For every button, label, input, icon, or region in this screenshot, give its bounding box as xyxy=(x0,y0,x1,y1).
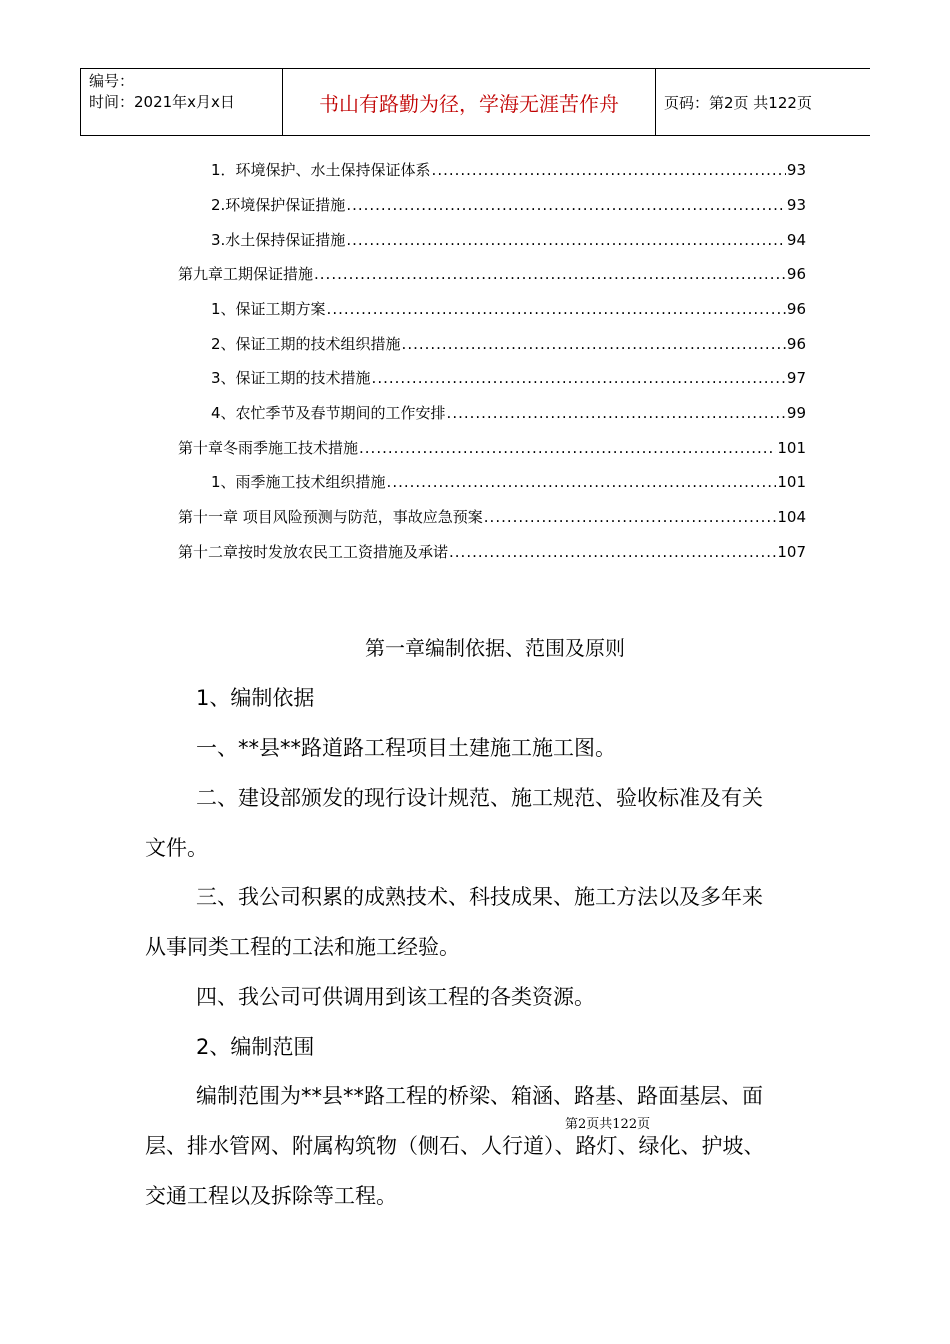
toc-entry-page: 104 xyxy=(777,508,806,526)
toc-entry-page: 93 xyxy=(786,196,806,214)
toc-entry[interactable] xyxy=(211,401,806,425)
toc-entry-label: 2.环境保护保证措施 xyxy=(211,196,346,214)
page-header xyxy=(80,68,870,136)
toc-leader xyxy=(402,332,786,356)
toc-entry-label: 第十一章 项目风险预测与防范，事故应急预案 xyxy=(178,508,483,526)
toc-entry[interactable] xyxy=(211,193,806,217)
toc-entry-label: 2、保证工期的技术组织措施 xyxy=(211,335,401,353)
toc-leader xyxy=(447,401,786,425)
toc-leader xyxy=(432,158,786,182)
toc-entry-page: 96 xyxy=(786,335,806,353)
toc-entry-label: 3、保证工期的技术措施 xyxy=(211,369,371,387)
toc-entry[interactable] xyxy=(211,332,806,356)
toc-entry-page: 93 xyxy=(786,161,806,179)
paragraph: 四、我公司可供调用到该工程的各类资源。 xyxy=(196,985,595,1009)
toc-leader xyxy=(484,505,777,529)
toc-entry-label: 第九章工期保证措施 xyxy=(178,265,314,283)
toc-entry-page: 101 xyxy=(777,473,806,491)
page-footer: 第2页共122页 xyxy=(565,1117,651,1132)
toc-entry-page: 97 xyxy=(786,369,806,387)
toc-entry-label: 第十章冬雨季施工技术措施 xyxy=(178,439,359,457)
toc-leader xyxy=(449,540,776,564)
paragraph: 交通工程以及拆除等工程。 xyxy=(145,1184,397,1208)
toc-entry-page: 96 xyxy=(786,265,806,283)
paragraph: 层、排水管网、附属构筑物（侧石、人行道）、路灯、绿化、护坡、 xyxy=(145,1134,765,1158)
serial-label: 编号： xyxy=(89,72,135,90)
toc-entry-label: 3.水土保持保证措施 xyxy=(211,231,346,249)
toc-entry[interactable] xyxy=(178,540,806,564)
toc-entry[interactable] xyxy=(211,297,806,321)
time-label: 时间：2021年x月x日 xyxy=(89,93,235,111)
header-divider xyxy=(655,69,656,135)
toc-entry-page: 99 xyxy=(786,404,806,422)
toc-leader xyxy=(314,262,786,286)
paragraph: 从事同类工程的工法和施工经验。 xyxy=(145,935,460,959)
toc-entry[interactable] xyxy=(178,436,806,460)
toc-leader xyxy=(359,436,776,460)
toc-entry-page: 101 xyxy=(777,439,806,457)
toc-entry-label: 1．环境保护、水土保持保证体系 xyxy=(211,161,431,179)
paragraph: 二、建设部颁发的现行设计规范、施工规范、验收标准及有关 xyxy=(196,786,763,810)
paragraph: 三、我公司积累的成熟技术、科技成果、施工方法以及多年来 xyxy=(196,885,763,909)
paragraph: 文件。 xyxy=(145,836,208,860)
toc-entry-page: 96 xyxy=(786,300,806,318)
toc-entry[interactable] xyxy=(211,366,806,390)
header-meta xyxy=(89,71,235,113)
chapter-title: 第一章编制依据、范围及原则 xyxy=(365,636,625,660)
toc-entry[interactable] xyxy=(211,228,806,252)
toc-entry-page: 107 xyxy=(777,543,806,561)
toc-leader xyxy=(327,297,786,321)
toc-leader xyxy=(387,470,777,494)
toc-leader xyxy=(346,193,786,217)
paragraph: 编制范围为**县**路工程的桥梁、箱涵、路基、路面基层、面 xyxy=(196,1084,763,1108)
paragraph: 一、**县**路道路工程项目土建施工施工图。 xyxy=(196,736,616,760)
toc-entry-page: 94 xyxy=(786,231,806,249)
toc-leader xyxy=(346,228,786,252)
header-page-info: 页码：第2页 共122页 xyxy=(664,93,812,112)
toc-entry[interactable] xyxy=(211,470,806,494)
toc-entry[interactable] xyxy=(211,158,806,182)
toc-entry-label: 1、雨季施工技术组织措施 xyxy=(211,473,386,491)
toc-entry[interactable] xyxy=(178,262,806,286)
header-motto: 书山有路勤为径，学海无涯苦作舟 xyxy=(319,91,619,116)
toc-entry-label: 1、保证工期方案 xyxy=(211,300,326,318)
toc-entry-label: 4、农忙季节及春节期间的工作安排 xyxy=(211,404,446,422)
toc-entry[interactable] xyxy=(178,505,806,529)
toc-leader xyxy=(372,366,786,390)
section-heading: 2、编制范围 xyxy=(196,1035,315,1059)
section-heading: 1、编制依据 xyxy=(196,686,315,710)
toc-entry-label: 第十二章按时发放农民工工资措施及承诺 xyxy=(178,543,449,561)
